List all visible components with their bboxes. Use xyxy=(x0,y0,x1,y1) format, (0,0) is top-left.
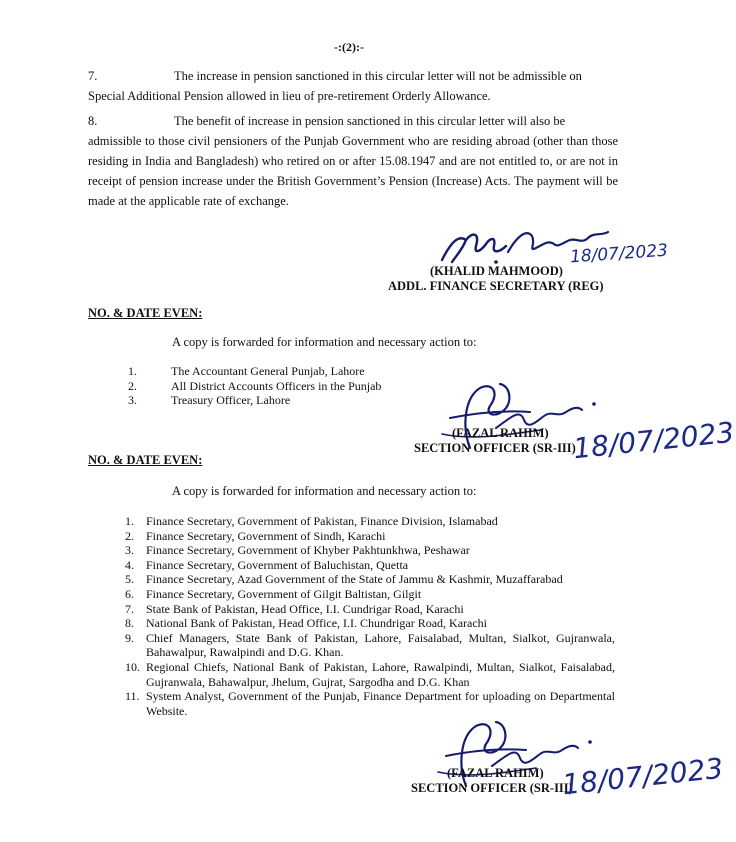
list-item-number: 2. xyxy=(125,528,134,543)
list-item xyxy=(125,558,615,573)
list-item-text: All District Accounts Officers in the Punjab xyxy=(171,378,382,393)
list-item-text: The Accountant General Punjab, Lahore xyxy=(171,364,365,378)
list-item xyxy=(128,364,428,379)
list-item-number: 1. xyxy=(125,514,134,528)
list-item-text: Treasury Officer, Lahore xyxy=(171,393,291,408)
paragraph-text: admissible to those civil pensioners of the Punjab Government who are residing abroad (other than those residing in India and Bangladesh) who retired on or after 15.08.1947 and are not entitled to, or are not in receipt of pension increase under the British Government’s Pension (Increase) Acts. The payment will be made at the applicable rate of exchange. xyxy=(88,134,618,208)
list-item xyxy=(125,660,615,689)
signatory-designation: SECTION OFFICER (SR-III) xyxy=(411,781,573,795)
list-item xyxy=(125,616,615,631)
paragraph-number: 8. xyxy=(88,114,98,128)
list-item xyxy=(125,514,615,529)
signatory-designation: ADDL. FINANCE SECRETARY (REG) xyxy=(388,279,604,293)
copy-heading: NO. & DATE EVEN: xyxy=(88,306,203,320)
paragraph-first-line: The benefit of increase in pension sanctioned in this circular letter will also be xyxy=(174,114,566,128)
list-item-text: Finance Secretary, Government of Sindh, Karachi xyxy=(146,528,386,543)
signatory-name: (FAZAL RAHIM) xyxy=(447,766,544,780)
list-item xyxy=(125,602,615,617)
list-item-number: 9. xyxy=(125,630,134,645)
list-item-number: 6. xyxy=(125,586,134,601)
list-item-number: 5. xyxy=(125,572,134,587)
paragraph-text: Special Additional Pension allowed in lieu of pre-retirement Orderly Allowance. xyxy=(88,89,491,103)
signature-date: 18/07/2023 xyxy=(569,240,669,268)
paragraph-8 xyxy=(88,111,618,211)
list-item-text: System Analyst, Government of the Punjab, Finance Department for uploading on Departmental Website. xyxy=(146,689,615,718)
signature-date: 18/07/2023 xyxy=(571,415,736,466)
list-item xyxy=(125,543,615,558)
copy-intro: A copy is forwarded for information and necessary action to: xyxy=(172,335,477,349)
list-item xyxy=(125,631,615,660)
list-item-text: Finance Secretary, Government of Pakistan, Finance Division, Islamabad xyxy=(146,514,498,528)
list-item-text: Chief Managers, State Bank of Pakistan, Lahore, Faisalabad, Multan, Sialkot, Gujranwala, Bahawalpur, Rawalpindi and D.G. Khan. xyxy=(146,630,615,660)
list-item-number: 11. xyxy=(125,689,140,704)
signature-text xyxy=(484,222,491,223)
paragraph-number: 7. xyxy=(88,69,98,83)
recipient-list-1 xyxy=(128,364,428,408)
list-item xyxy=(128,379,428,394)
list-item-text: Regional Chiefs, National Bank of Pakistan, Lahore, Rawalpindi, Multan, Sialkot, Faisalabad, Gujranwala, Bahawalpur, Jhelum, Gujrat, Sargodha and D.G. Khan xyxy=(146,659,615,689)
recipient-list-2 xyxy=(125,514,615,718)
list-item-number: 1. xyxy=(128,364,137,378)
list-item-number: 8. xyxy=(125,616,134,631)
list-item xyxy=(125,572,615,587)
list-item xyxy=(128,393,428,408)
signatory-name: (KHALID MAHMOOD) xyxy=(430,264,563,278)
signature-date: 18/07/2023 xyxy=(560,751,725,802)
list-item-text: National Bank of Pakistan, Head Office, I.I. Chundrigar Road, Karachi xyxy=(146,616,488,631)
list-item-number: 7. xyxy=(125,601,134,616)
list-item-text: Finance Secretary, Government of Gilgit Baltistan, Gilgit xyxy=(146,586,422,601)
signatory-designation: SECTION OFFICER (SR-III) xyxy=(414,441,576,455)
paragraph-7 xyxy=(88,66,618,106)
list-item-text: Finance Secretary, Government of Khyber Pakhtunkhwa, Peshawar xyxy=(146,543,470,558)
list-item-text: Finance Secretary, Azad Government of the State of Jammu & Kashmir, Muzaffarabad xyxy=(146,572,563,587)
list-item xyxy=(125,689,615,718)
list-item-number: 10. xyxy=(125,659,140,674)
copy-heading: NO. & DATE EVEN: xyxy=(88,453,203,467)
list-item-number: 4. xyxy=(125,557,134,572)
page-number: -:(2):- xyxy=(334,40,364,54)
copy-intro: A copy is forwarded for information and necessary action to: xyxy=(172,484,477,498)
list-item-number: 3. xyxy=(128,393,137,408)
signatory-name: (FAZAL RAHIM) xyxy=(452,426,549,440)
list-item-number: 3. xyxy=(125,543,134,558)
list-item-number: 2. xyxy=(128,378,137,393)
list-item xyxy=(125,529,615,544)
paragraph-first-line: The increase in pension sanctioned in this circular letter will not be admissible on xyxy=(174,69,582,83)
list-item-text: State Bank of Pakistan, Head Office, I.I. Cundrigar Road, Karachi xyxy=(146,601,464,616)
list-item-text: Finance Secretary, Government of Baluchistan, Quetta xyxy=(146,557,409,572)
list-item xyxy=(125,587,615,602)
